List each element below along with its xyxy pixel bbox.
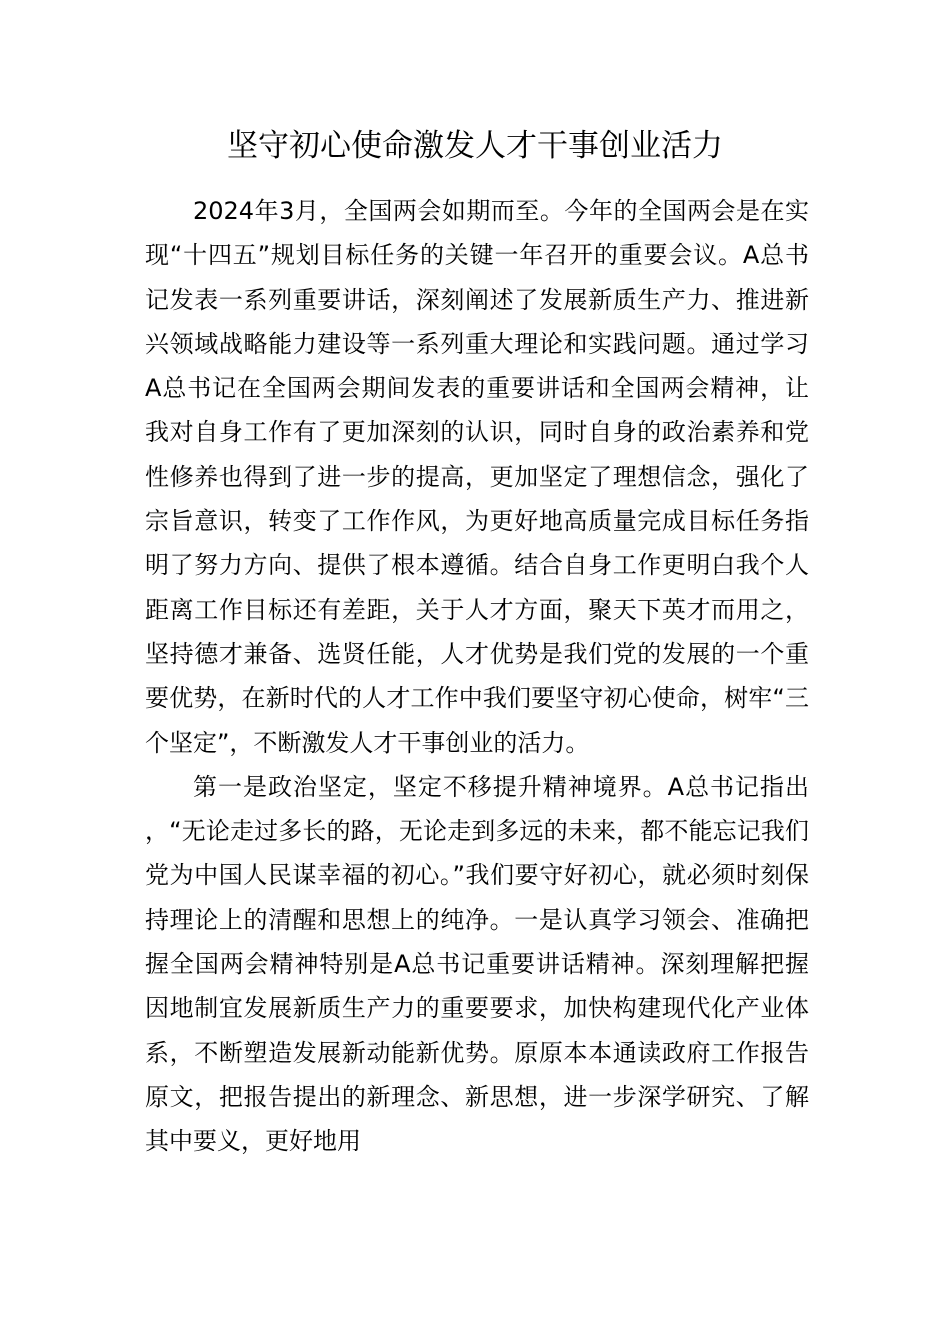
- document-body: [145, 189, 809, 1164]
- paragraph-intro: 2024年3月，全国两会如期而至。今年的全国两会是在实现“十四五”规划目标任务的关键一年召开的重要会议。A总书记发表一系列重要讲话，深刻阐述了发展新质生产力、推进新兴领域战略能力建设等一系列重大理论和实践问题。通过学习A总书记在全国两会期间发表的重要讲话和全国两会精神，让我对自身工作有了更加深刻的认识，同时自身的政治素养和党性修养也得到了进一步的提高，更加坚定了理想信念，强化了宗旨意识，转变了工作作风，为更好地高质量完成目标任务指明了努力方向、提供了根本遵循。结合自身工作更明白我个人距离工作目标还有差距，关于人才方面，聚天下英才而用之，坚持德才兼备、选贤任能，人才优势是我们党的发展的一个重要优势，在新时代的人才工作中我们要坚守初心使命，树牢“三个坚定”，不断激发人才干事创业的活力。: [145, 197, 809, 757]
- document-title: 坚守初心使命激发人才干事创业活力: [227, 128, 723, 164]
- paragraph-political-firmness: 第一是政治坚定，坚定不移提升精神境界。A总书记指出，“无论走过多长的路，无论走到多远的未来，都不能忘记我们党为中国人民谋幸福的初心。”我们要守好初心，就必须时刻保持理论上的清醒和思想上的纯净。一是认真学习领会、准确把握全国两会精神特别是A总书记重要讲话精神。深刻理解把握因地制宜发展新质生产力的重要要求，加快构建现代化产业体系，不断塑造发展新动能新优势。原原本本通读政府工作报告原文，把报告提出的新理念、新思想，进一步深学研究、了解其中要义，更好地用: [145, 772, 809, 1156]
